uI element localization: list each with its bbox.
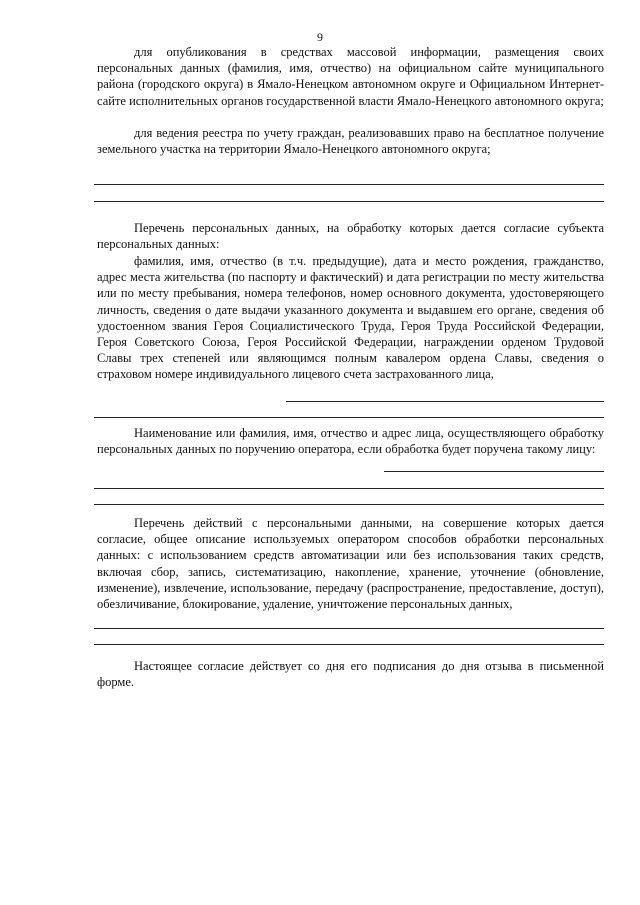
blank-line bbox=[384, 471, 604, 472]
paragraph-text: для ведения реестра по учету граждан, реализовавших право на бесплатное получение земельного участка на территории Ямало-Ненецкого автономного округа; bbox=[97, 126, 604, 157]
paragraph-validity bbox=[97, 658, 604, 690]
page-number: 9 bbox=[317, 30, 323, 44]
blank-line bbox=[94, 488, 604, 489]
paragraph-text: Наименование или фамилия, имя, отчество и адрес лица, осуществляющего обработку персональных данных по поручению оператора, если обработка будет поручена такому лицу: bbox=[97, 426, 604, 457]
paragraph-data-list bbox=[97, 253, 604, 383]
paragraph-text: Перечень персональных данных, на обработку которых дается согласие субъекта персональных данных: bbox=[97, 221, 604, 252]
blank-line bbox=[94, 184, 604, 185]
paragraph-actions-list bbox=[97, 515, 604, 612]
paragraph-text: фамилия, имя, отчество (в т.ч. предыдущие), дата и место рождения, гражданство, адрес места жительства (по паспорту и фактический) и дата регистрации по месту жительства или по месту пребывания, номера телефонов, номер основного документа, удостоверяющего личность, сведения о дате выдачи указанного документа и выдавшем его органе, сведения об удостоенном звания Героя Социалистического Труда, Героя Труда Российской Федерации, Героя Советского Союза, Героя Российской Федерации, награждении орденом Трудовой Славы трех степеней или являющимся полным кавалером ордена Славы, сведения о страховом номере индивидуального лицевого счета застрахованного лица, bbox=[97, 254, 604, 382]
blank-line bbox=[94, 628, 604, 629]
paragraph-data-list-heading bbox=[97, 220, 604, 252]
paragraph-registry-purpose bbox=[97, 125, 604, 157]
blank-line bbox=[94, 644, 604, 645]
blank-line bbox=[94, 201, 604, 202]
paragraph-publication-consent bbox=[97, 44, 604, 109]
paragraph-text: Перечень действий с персональными данными, на совершение которых дается согласие, общее описание используемых оператором способов обработки персональных данных: с использованием средств автоматизации или без использования таких средств, включая сбор, запись, систематизацию, накопление, хранение, уточнение (обновление, изменение), извлечение, использование, передачу (распространение, предоставление, доступ), обезличивание, блокирование, удаление, уничтожение персональных данных, bbox=[97, 516, 604, 612]
blank-line bbox=[286, 401, 604, 402]
paragraph-text: Настоящее согласие действует со дня его подписания до дня отзыва в письменной форме. bbox=[97, 659, 604, 690]
blank-line bbox=[94, 417, 604, 418]
paragraph-processor-name bbox=[97, 425, 604, 457]
paragraph-text: для опубликования в средствах массовой информации, размещения своих персональных данных (фамилия, имя, отчество) на официальном сайте муниципального района (городского округа) в Ямало-Ненецком автономном округе и Официальном Интернет-сайте исполнительных органов государственной власти Ямало-Ненецкого автономного округа; bbox=[97, 45, 604, 108]
blank-line bbox=[94, 504, 604, 505]
